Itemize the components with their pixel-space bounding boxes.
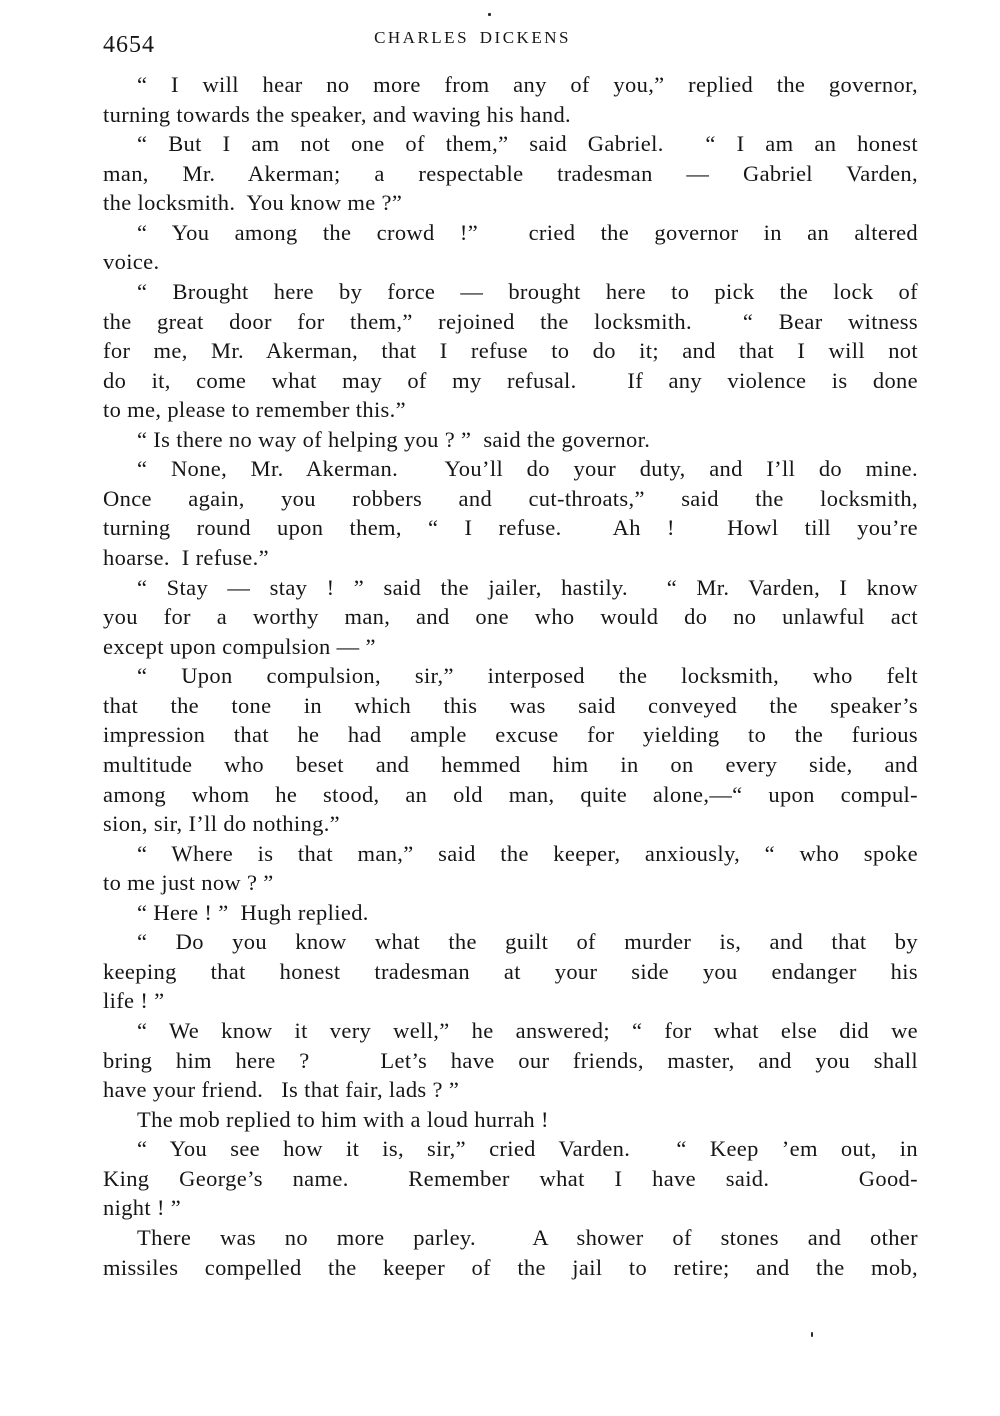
text-line: do it, come what may of my refusal. If any violence is done	[103, 367, 918, 393]
text-line: impression that he had ample excuse for yielding to the furious	[103, 722, 918, 748]
text-line: life ! ”	[103, 988, 165, 1014]
text-line: man, Mr. Akerman; a respectable tradesman — Gabriel Varden,	[103, 160, 918, 186]
page-header	[103, 28, 918, 62]
text-line: night ! ”	[103, 1195, 182, 1221]
text-line: missiles compelled the keeper of the jail to retire; and the mob,	[103, 1254, 918, 1280]
text-line: “ Upon compulsion, sir,” interposed the locksmith, who felt	[137, 663, 918, 689]
text-line: “ Do you know what the guilt of murder is, and that by	[137, 929, 918, 955]
text-line: that the tone in which this was said conveyed the speaker’s	[103, 692, 918, 718]
text-line: keeping that honest tradesman at your side you endanger his	[103, 958, 918, 984]
text-line: “ We know it very well,” he answered; “ for what else did we	[137, 1018, 918, 1043]
paragraph	[103, 1105, 918, 1135]
text-line: except upon compulsion — ”	[103, 633, 376, 659]
paragraph	[103, 1223, 918, 1282]
text-line: “ Where is that man,” said the keeper, anxiously, “ who spoke	[137, 840, 918, 866]
scan-speck	[488, 13, 491, 16]
text-line: “ You among the crowd !” cried the governor in an altered	[137, 219, 918, 245]
running-header: CHARLES DICKENS	[374, 28, 571, 47]
paragraph	[103, 218, 918, 277]
text-line: multitude who beset and hemmed him in on every side, and	[103, 751, 918, 777]
text-line: to me just now ? ”	[103, 870, 274, 896]
paragraph	[103, 1016, 918, 1105]
paragraph	[103, 454, 918, 572]
paragraph	[103, 1134, 918, 1223]
page-number: 4654	[103, 32, 155, 58]
paragraph	[103, 277, 918, 425]
text-line: sion, sir, I’ll do nothing.”	[103, 811, 341, 837]
text-line: bring him here ? Let’s have our friends, master, and you shall	[103, 1047, 918, 1073]
text-line: “ Is there no way of helping you ? ” said the governor.	[137, 426, 651, 452]
text-line: Once again, you robbers and cut-throats,” said the locksmith,	[103, 485, 918, 511]
text-line: for me, Mr. Akerman, that I refuse to do it; and that I will not	[103, 338, 918, 364]
text-block	[103, 70, 918, 1282]
text-line: to me, please to remember this.”	[103, 397, 406, 423]
text-line: “ Here ! ” Hugh replied.	[137, 899, 369, 925]
paragraph	[103, 129, 918, 218]
paragraph	[103, 661, 918, 838]
text-line: turning towards the speaker, and waving his hand.	[103, 101, 572, 127]
text-line: The mob replied to him with a loud hurrah !	[137, 1106, 549, 1132]
text-line: “ I will hear no more from any of you,” replied the governor,	[137, 72, 918, 97]
paragraph	[103, 839, 918, 898]
text-line: “ None, Mr. Akerman. You’ll do your duty, and I’ll do mine.	[137, 456, 918, 482]
paragraph	[103, 425, 918, 455]
text-line: hoarse. I refuse.”	[103, 545, 269, 570]
text-line: King George’s name. Remember what I have said. Good-	[103, 1165, 918, 1191]
text-line: There was no more parley. A shower of stones and other	[137, 1224, 918, 1250]
paragraph	[103, 573, 918, 662]
text-line: have your friend. Is that fair, lads ? ”	[103, 1077, 460, 1103]
text-line: “ Brought here by force — brought here to pick the lock of	[137, 278, 918, 304]
paragraph	[103, 898, 918, 928]
text-line: the locksmith. You know me ?”	[103, 190, 403, 216]
text-line: among whom he stood, an old man, quite alone,—“ upon compul-	[103, 781, 918, 807]
text-line: you for a worthy man, and one who would do no unlawful act	[103, 604, 918, 630]
text-line: voice.	[103, 249, 160, 275]
text-line: “ Stay — stay ! ” said the jailer, hastily. “ Mr. Varden, I know	[137, 574, 918, 600]
paragraph	[103, 927, 918, 1016]
text-line: “ You see how it is, sir,” cried Varden. “ Keep ’em out, in	[137, 1136, 918, 1162]
text-line: “ But I am not one of them,” said Gabriel. “ I am an honest	[137, 131, 918, 157]
text-line: the great door for them,” rejoined the locksmith. “ Bear witness	[103, 308, 918, 334]
text-line: turning round upon them, “ I refuse. Ah ! Howl till you’re	[103, 515, 918, 541]
paragraph	[103, 70, 918, 129]
scan-speck	[811, 1332, 813, 1337]
